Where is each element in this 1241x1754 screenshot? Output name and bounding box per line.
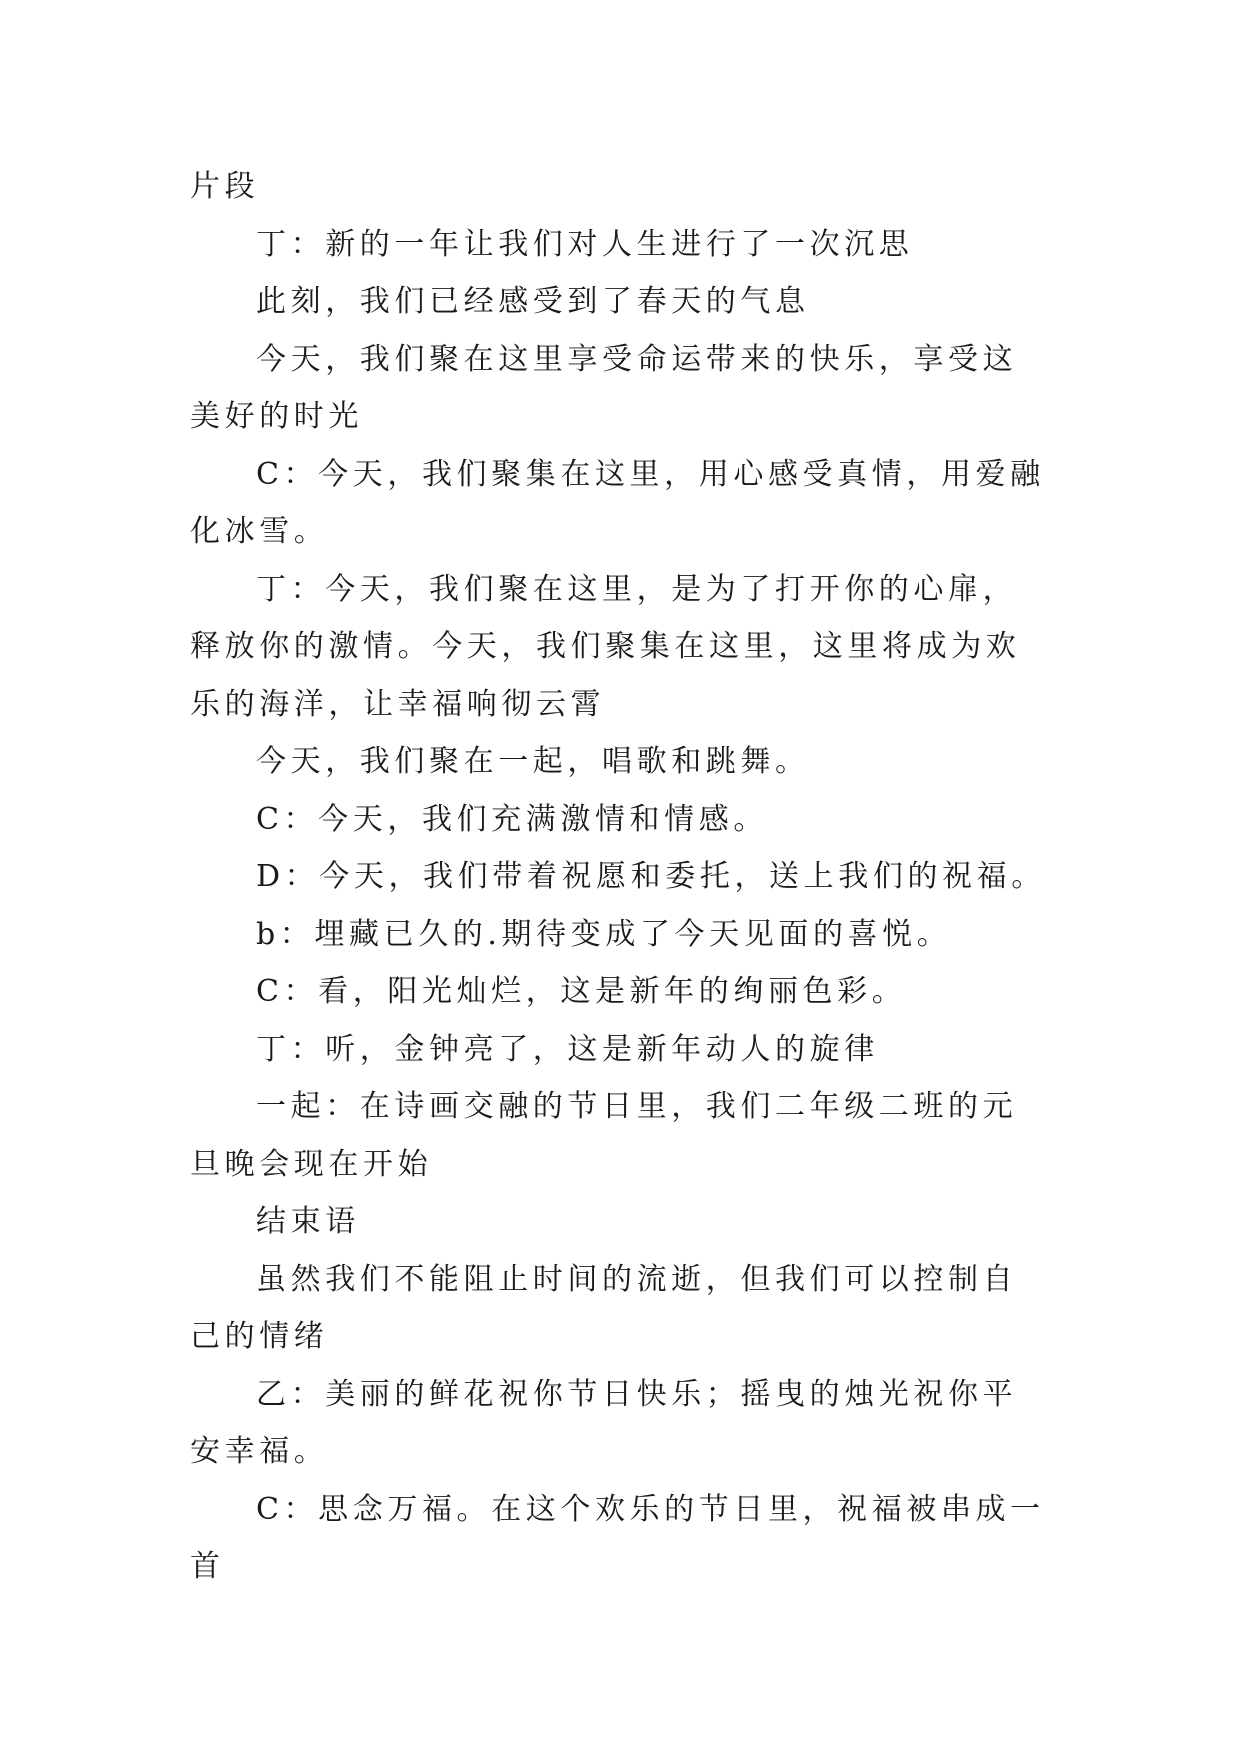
section-heading-closing: 结束语 (256, 1204, 360, 1239)
paragraph: 此刻，我们已经感受到了春天的气息 (256, 284, 810, 319)
paragraph: 一起：在诗画交融的节日里，我们二年级二班的元旦晚会现在开始 (190, 1089, 1018, 1182)
document-body (190, 158, 1050, 1596)
paragraph: C：思念万福。在这个欢乐的节日里，祝福被串成一首 (190, 1491, 1045, 1584)
paragraph: b：埋藏已久的.期待变成了今天见面的喜悦。 (256, 916, 952, 952)
paragraph: D：今天，我们带着祝愿和委托，送上我们的祝福。 (256, 859, 1046, 894)
paragraph: 虽然我们不能阻止时间的流逝，但我们可以控制自己的情绪 (190, 1261, 1018, 1354)
paragraph: 今天，我们聚在这里享受命运带来的快乐，享受这美好的时光 (190, 341, 1018, 434)
paragraph: C：今天，我们充满激情和情感。 (256, 801, 768, 837)
paragraph: 丁：听，金钟亮了，这是新年动人的旋律 (256, 1031, 879, 1067)
paragraph: C：今天，我们聚集在这里，用心感受真情，用爱融化冰雪。 (190, 456, 1045, 549)
paragraph: 丁：新的一年让我们对人生进行了一次沉思 (256, 226, 914, 262)
paragraph: 乙：美丽的鲜花祝你节日快乐；摇曳的烛光祝你平安幸福。 (190, 1376, 1018, 1469)
paragraph: 丁：今天，我们聚在这里，是为了打开你的心扉，释放你的激情。今天，我们聚集在这里，这里将成为欢乐的海洋，让幸福响彻云霄 (190, 571, 1021, 722)
paragraph: C：看，阳光灿烂，这是新年的绚丽色彩。 (256, 974, 907, 1009)
heading-fragment: 片段 (190, 169, 260, 204)
paragraph: 今天，我们聚在一起，唱歌和跳舞。 (256, 744, 810, 779)
